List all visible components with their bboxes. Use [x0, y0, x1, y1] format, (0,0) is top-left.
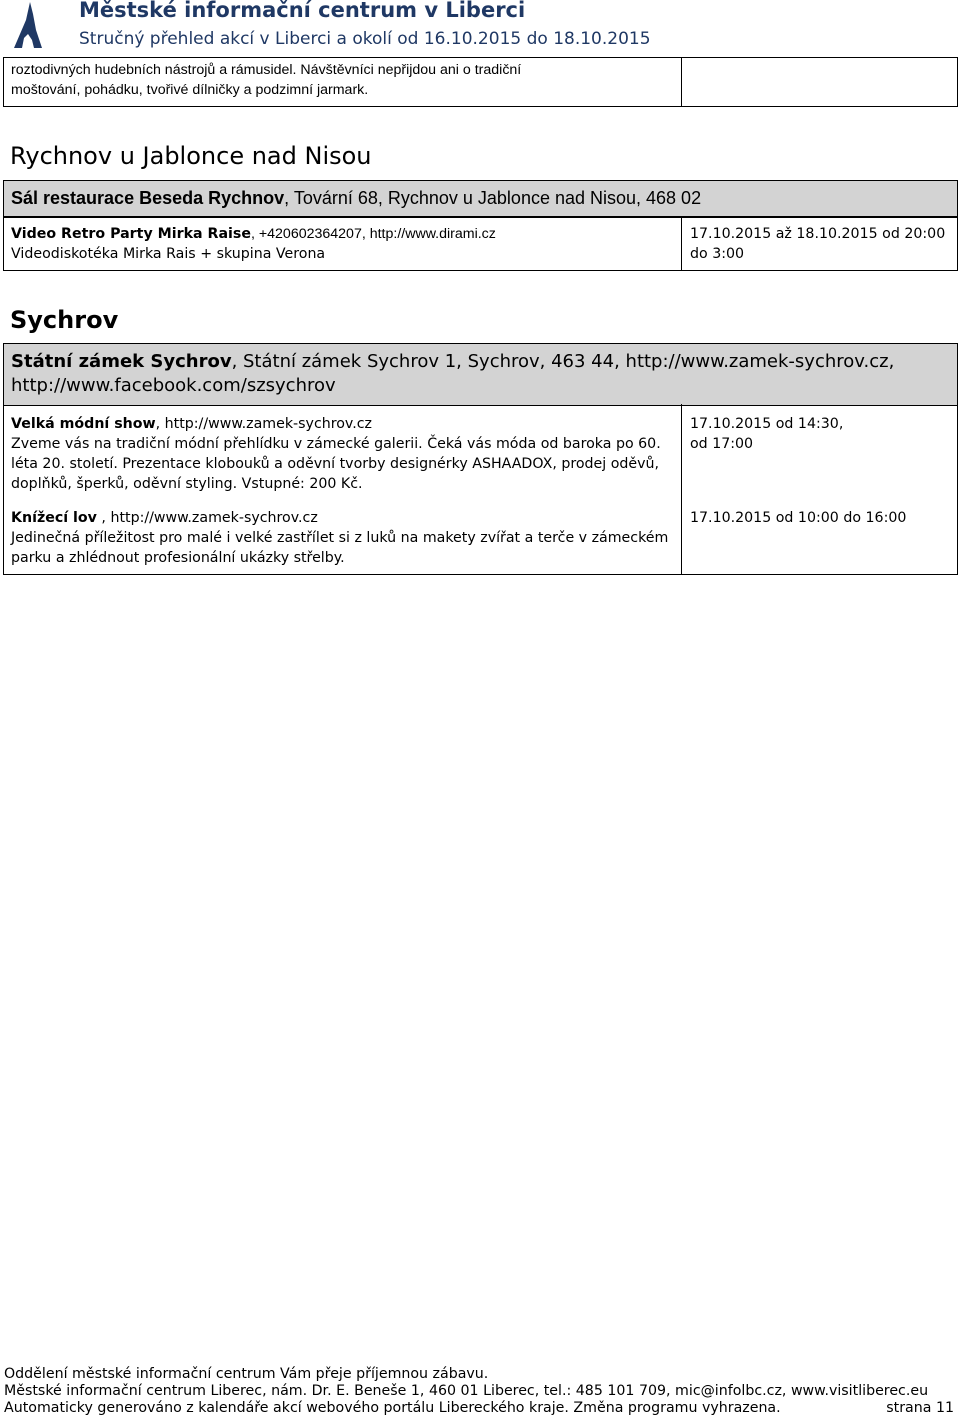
event-description: roztodivných hudebních nástrojů a rámusidel. Návštěvníci nepřijdou ani o tradiční: [11, 62, 522, 78]
event-title: Knížecí lov: [11, 510, 97, 526]
event-description: léta 20. století. Prezentace klobouků a oděvní tvorby designérky ASHAADOX, prodej oděvů,: [11, 456, 660, 472]
event-date: od 17:00: [690, 436, 754, 452]
venue-header: [3, 343, 958, 406]
event-description: doplňků, šperků, oděvní styling. Vstupné: 200 Kč.: [11, 476, 363, 492]
page-title: Městské informační centrum v Liberci: [79, 0, 526, 22]
city-heading: Sychrov: [10, 306, 119, 334]
venue-name: Sál restaurace Beseda Rychnov: [11, 188, 285, 208]
footer-line: Automaticky generováno z kalendáře akcí webového portálu Libereckého kraje. Změna programu vyhrazena.: [4, 1400, 781, 1416]
event-date: do 3:00: [690, 246, 745, 262]
event-row: [3, 404, 958, 575]
footer-line: Městské informační centrum Liberec, nám. Dr. E. Beneše 1, 460 01 Liberec, tel.: 485 101 709, mic@infolbc.cz, www.visitliberec.eu: [4, 1383, 929, 1399]
event-title: Video Retro Party Mirka Raise: [11, 226, 251, 242]
event-contact: , http://www.zamek-sychrov.cz: [155, 416, 372, 432]
venue-header: [3, 180, 958, 218]
venue-address: , Tovární 68, Rychnov u Jablonce nad Nisou, 468 02: [284, 188, 702, 208]
venue-name: Státní zámek Sychrov: [11, 351, 232, 372]
event-description: Zveme vás na tradiční módní přehlídku v zámecké galerii. Čeká vás móda od baroka po 60.: [11, 436, 661, 452]
event-date: 17.10.2015 od 10:00 do 16:00: [690, 510, 907, 526]
event-contact: , +420602364207, http://www.dirami.cz: [250, 226, 496, 242]
event-description: moštování, pohádku, tvořivé dílničky a podzimní jarmark.: [11, 82, 369, 98]
city-heading: Rychnov u Jablonce nad Nisou: [10, 142, 372, 170]
event-description: Jedinečná příležitost pro malé i velké zastřílet si z luků na makety zvířat a terče v zámeckém: [11, 530, 669, 546]
venue-address: http://www.facebook.com/szsychrov: [11, 375, 336, 396]
logo: [8, 0, 48, 50]
event-date: 17.10.2015 až 18.10.2015 od 20:00: [690, 226, 946, 242]
prev-event-row: [3, 57, 958, 107]
event-contact: , http://www.zamek-sychrov.cz: [96, 510, 318, 526]
event-description: parku a zhlédnout profesionální ukázky střelby.: [11, 550, 345, 566]
event-title: Velká módní show: [11, 416, 156, 432]
event-description: Videodiskotéka Mirka Rais + skupina Verona: [11, 246, 326, 262]
event-date: 17.10.2015 od 14:30,: [690, 416, 844, 432]
venue-address: , Státní zámek Sychrov 1, Sychrov, 463 44, http://www.zamek-sychrov.cz,: [231, 351, 895, 372]
page-subtitle: Stručný přehled akcí v Liberci a okolí od 16.10.2015 do 18.10.2015: [79, 29, 651, 49]
footer-line: Oddělení městské informační centrum Vám přeje příjemnou zábavu.: [4, 1366, 489, 1382]
page-number: strana 11: [886, 1400, 954, 1416]
event-row: [3, 216, 958, 271]
